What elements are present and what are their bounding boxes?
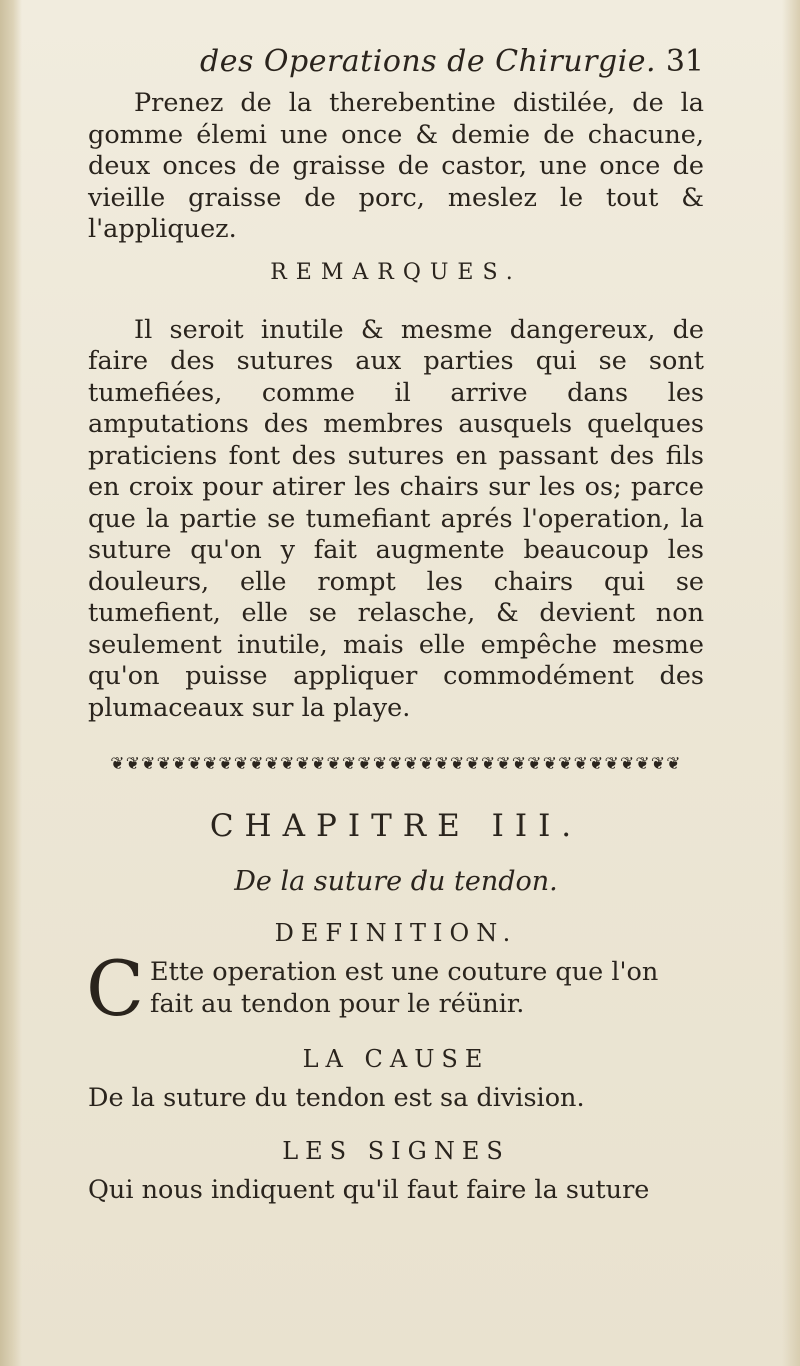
running-title: des Operations de Chirurgie. <box>200 44 657 79</box>
ornament-divider: ❦❦❦❦❦❦❦❦❦❦❦❦❦❦❦❦❦❦❦❦❦❦❦❦❦❦❦❦❦❦❦❦❦❦❦❦❦ <box>110 754 682 774</box>
definition-text: Ette operation est une couture que l'on fait au tendon pour le réünir. <box>150 957 659 1019</box>
signs-paragraph: Qui nous indiquent qu'il faut faire la suture <box>88 1174 650 1205</box>
page-binding-shadow <box>0 0 22 1366</box>
signs-heading: LES SIGNES <box>282 1136 510 1165</box>
text-block <box>88 40 704 1206</box>
cause-heading: LA CAUSE <box>302 1045 490 1073</box>
definition-paragraph <box>86 944 704 1033</box>
running-head <box>88 40 704 92</box>
remarks-paragraph: Il seroit inutile & mesme dangereux, de faire des sutures aux parties qui se sont tumefiées, comme il arrive dans les amputations des membres ausquels quelques praticiens font des sutures en passant des fils en croix pour atirer les chairs sur les os; parce que la partie se tumefiant aprés l'operation, la suture qu'on y fait augmente beaucoup les douleurs, elle rompt les chairs qui se tumefient, elle se relasche, & devient non seulement inutile, mais elle empêche mesme qu'on puisse appliquer commodément des plumaceaux sur la playe. <box>88 314 704 723</box>
chapter-subtitle: De la suture du tendon. <box>234 866 558 897</box>
continuation-paragraph: Prenez de la therebentine distilée, de la gomme élemi une once & demie de chacune, deux onces de graisse de castor, une once de vieille graisse de porc, meslez le tout & l'appliquez. <box>88 88 704 244</box>
page-edge-shadow <box>782 0 800 1366</box>
page-number: 31 <box>665 44 704 79</box>
drop-cap-letter: C <box>86 944 145 1033</box>
definition-heading: DEFINITION. <box>274 919 518 947</box>
remarks-heading: REMARQUES. <box>270 259 522 285</box>
cause-paragraph: De la suture du tendon est sa division. <box>88 1083 585 1113</box>
chapter-title: CHAPITRE III. <box>209 808 583 844</box>
